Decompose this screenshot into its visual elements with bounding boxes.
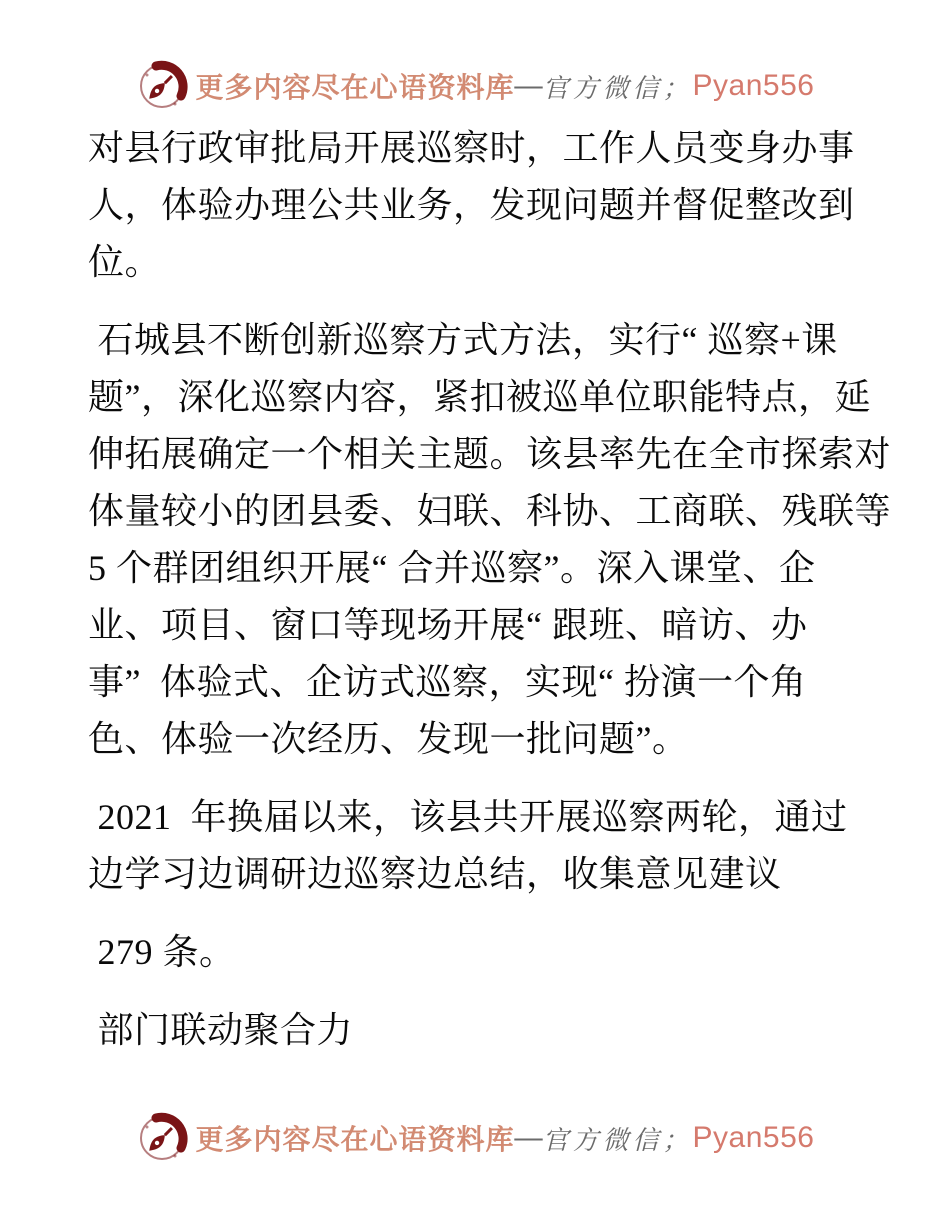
text-line: 事” 体验式、企访式巡察，实现“ 扮演一个角 xyxy=(88,662,807,702)
paragraph xyxy=(88,312,892,768)
paragraph xyxy=(88,924,872,981)
watermark-wechat-label: 官方微信； xyxy=(542,73,693,103)
paragraph xyxy=(88,789,872,903)
watermark-separator: — xyxy=(514,1122,543,1153)
text-line: 色、体验一次经历、发现一批问题”。 xyxy=(88,719,689,759)
text-line: 业、项目、窗口等现场开展“ 跟班、暗访、办 xyxy=(88,605,808,645)
watermark-separator: — xyxy=(514,70,543,101)
document-body xyxy=(88,120,892,1080)
text-line: 人，体验办理公共业务，发现问题并督促整改到 xyxy=(88,185,855,225)
watermark-brand-text: 更多内容尽在心语资料库 xyxy=(195,1125,515,1156)
footer-watermark xyxy=(0,1112,950,1164)
text-line: 对县行政审批局开展巡察时，工作人员变身办事 xyxy=(88,128,855,168)
text-line: 石城县不断创新巡察方式方法，实行“ 巡察+课 xyxy=(88,320,838,360)
text-line: 5 个群团组织开展“ 合并巡察”。深入课堂、企 xyxy=(88,548,816,588)
pen-nib-swirl-icon xyxy=(136,60,188,112)
paragraph xyxy=(88,1002,872,1059)
text-line: 279 条。 xyxy=(88,932,236,972)
text-line: 伸拓展确定一个相关主题。该县率先在全市探索对 xyxy=(88,434,892,474)
watermark-brand-text: 更多内容尽在心语资料库 xyxy=(195,73,515,104)
text-line: 2021 年换届以来，该县共开展巡察两轮，通过 xyxy=(88,797,848,837)
watermark-wechat-id: Pyan556 xyxy=(692,69,815,102)
pen-nib-swirl-icon xyxy=(136,1112,188,1164)
paragraph xyxy=(88,120,872,291)
text-line: 边学习边调研边巡察边总结，收集意见建议 xyxy=(88,854,782,894)
text-line: 位。 xyxy=(88,242,162,282)
watermark-wechat-id: Pyan556 xyxy=(692,1121,815,1154)
header-watermark xyxy=(0,60,950,112)
text-line: 体量较小的团县委、妇联、科协、工商联、残联等 xyxy=(88,491,892,531)
text-line: 题”，深化巡察内容，紧扣被巡单位职能特点，延 xyxy=(88,377,871,417)
watermark-wechat-label: 官方微信； xyxy=(542,1125,693,1155)
text-line: 部门联动聚合力 xyxy=(88,1010,354,1050)
